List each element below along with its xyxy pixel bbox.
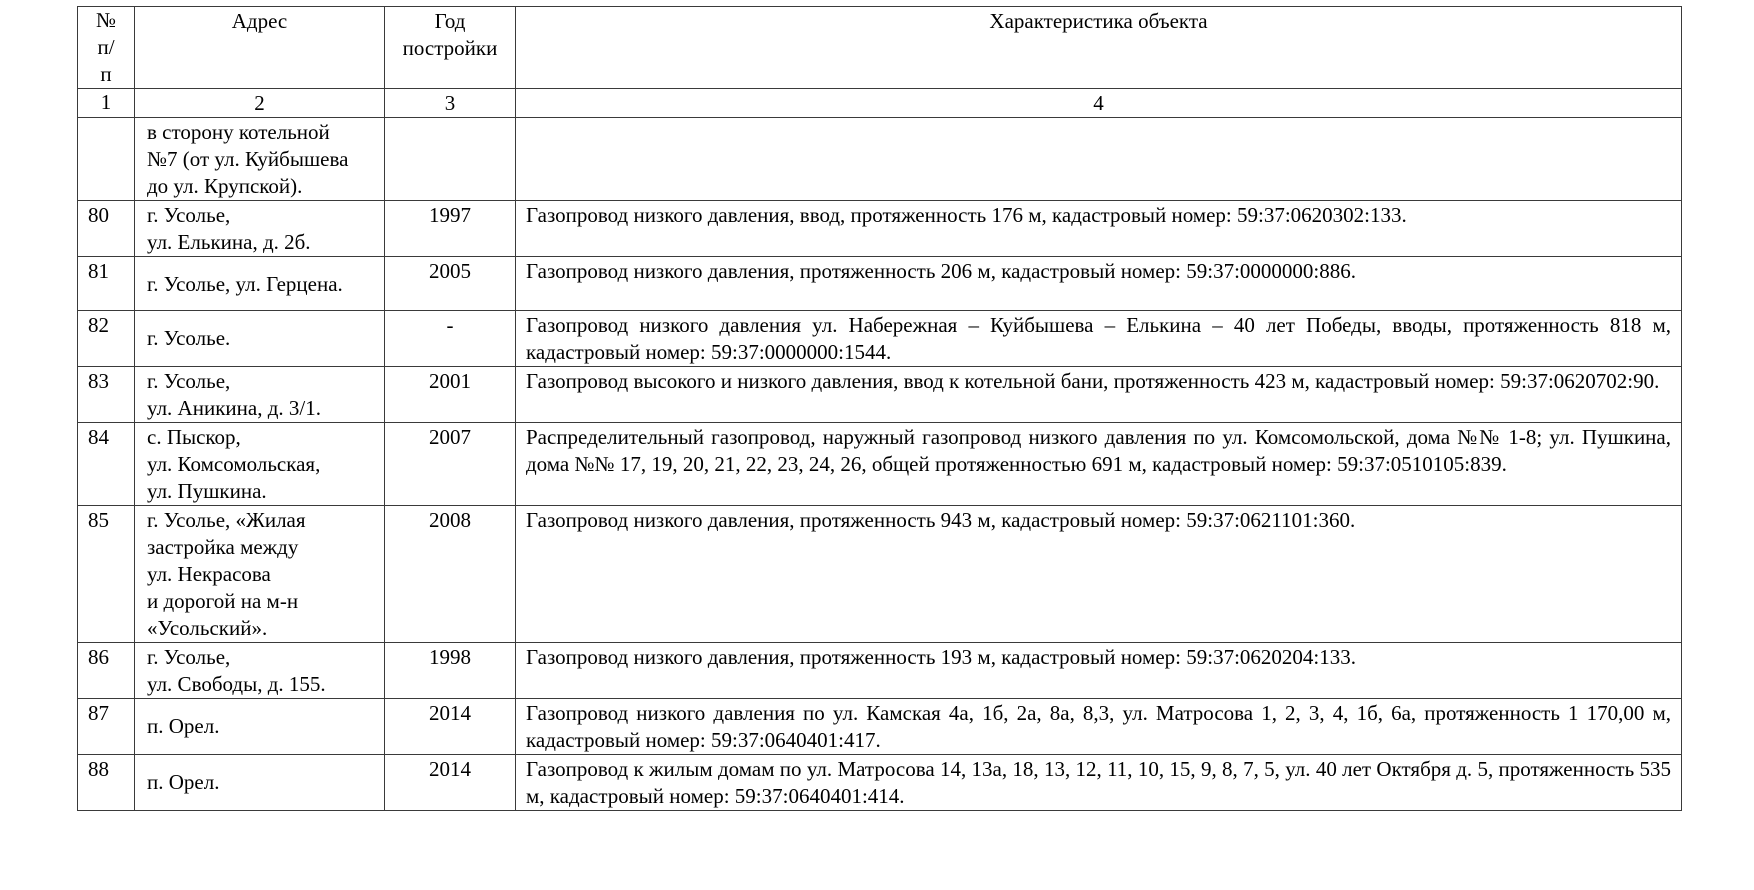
row-description: Газопровод к жилым домам по ул. Матросова 14, 13а, 18, 13, 12, 11, 10, 15, 9, 8, 7, 5, ул. 40 лет Октября д. 5, протяженность 535 м, кадастровый номер: 59:37:0640401:414. <box>516 755 1682 811</box>
row-address: п. Орел. <box>135 699 385 755</box>
header-row <box>78 7 1682 89</box>
column-number-row <box>78 89 1682 118</box>
row-description: Газопровод низкого давления, протяженность 943 м, кадастровый номер: 59:37:0621101:360. <box>516 506 1682 643</box>
row-num: 88 <box>78 755 135 811</box>
row-description: Газопровод низкого давления, ввод, протяженность 176 м, кадастровый номер: 59:37:0620302:133. <box>516 201 1682 257</box>
continuation-row <box>78 118 1682 201</box>
header-year: Год постройки <box>385 7 516 89</box>
row-num: 86 <box>78 643 135 699</box>
row-description: Газопровод низкого давления, протяженность 193 м, кадастровый номер: 59:37:0620204:133. <box>516 643 1682 699</box>
header-num: № п/ п <box>78 7 135 89</box>
row-num: 83 <box>78 367 135 423</box>
table-row <box>78 367 1682 423</box>
row-year: 2014 <box>385 755 516 811</box>
table-row <box>78 699 1682 755</box>
table-row <box>78 423 1682 506</box>
table-row <box>78 643 1682 699</box>
continuation-address: в сторону котельной №7 (от ул. Куйбышева до ул. Крупской). <box>135 118 385 201</box>
row-year: 1997 <box>385 201 516 257</box>
continuation-num <box>78 118 135 201</box>
row-address: г. Усолье, ул. Елькина, д. 2б. <box>135 201 385 257</box>
row-description: Распределительный газопровод, наружный газопровод низкого давления по ул. Комсомольской, дома №№ 1-8; ул. Пушкина, дома №№ 17, 19, 20, 21, 22, 23, 24, 26, общей протяженностью 691 м, кадастровый номер: 59:37:0510105:839. <box>516 423 1682 506</box>
row-address: г. Усолье, ул. Свободы, д. 155. <box>135 643 385 699</box>
table-row <box>78 311 1682 367</box>
col-number-2: 2 <box>135 89 385 118</box>
row-description: Газопровод низкого давления, протяженность 206 м, кадастровый номер: 59:37:0000000:886. <box>516 257 1682 311</box>
row-address: г. Усолье, ул. Аникина, д. 3/1. <box>135 367 385 423</box>
col-number-1: 1 <box>78 89 135 118</box>
row-year: 2001 <box>385 367 516 423</box>
row-num: 87 <box>78 699 135 755</box>
row-address: г. Усолье. <box>135 311 385 367</box>
row-year: 2007 <box>385 423 516 506</box>
continuation-year <box>385 118 516 201</box>
table-row <box>78 755 1682 811</box>
table-row <box>78 506 1682 643</box>
row-description: Газопровод высокого и низкого давления, ввод к котельной бани, протяженность 423 м, кадастровый номер: 59:37:0620702:90. <box>516 367 1682 423</box>
row-address: г. Усолье, ул. Герцена. <box>135 257 385 311</box>
table-row <box>78 201 1682 257</box>
row-year: 1998 <box>385 643 516 699</box>
row-year: 2008 <box>385 506 516 643</box>
row-address: г. Усолье, «Жилая застройка между ул. Некрасова и дорогой на м-н «Усольский». <box>135 506 385 643</box>
row-description: Газопровод низкого давления ул. Набережная – Куйбышева – Елькина – 40 лет Победы, вводы, протяженность 818 м, кадастровый номер: 59:37:0000000:1544. <box>516 311 1682 367</box>
row-address: с. Пыскор, ул. Комсомольская, ул. Пушкина. <box>135 423 385 506</box>
col-number-3: 3 <box>385 89 516 118</box>
row-description: Газопровод низкого давления по ул. Камская 4а, 1б, 2а, 8а, 8,3, ул. Матросова 1, 2, 3, 4, 1б, 6а, протяженность 1 170,00 м, кадастровый номер: 59:37:0640401:417. <box>516 699 1682 755</box>
row-year: - <box>385 311 516 367</box>
header-address: Адрес <box>135 7 385 89</box>
row-year: 2014 <box>385 699 516 755</box>
row-address: п. Орел. <box>135 755 385 811</box>
row-year: 2005 <box>385 257 516 311</box>
property-table <box>77 6 1682 811</box>
row-num: 84 <box>78 423 135 506</box>
header-description: Характеристика объекта <box>516 7 1682 89</box>
row-num: 81 <box>78 257 135 311</box>
table-row <box>78 257 1682 311</box>
col-number-4: 4 <box>516 89 1682 118</box>
row-num: 85 <box>78 506 135 643</box>
row-num: 82 <box>78 311 135 367</box>
row-num: 80 <box>78 201 135 257</box>
continuation-desc <box>516 118 1682 201</box>
